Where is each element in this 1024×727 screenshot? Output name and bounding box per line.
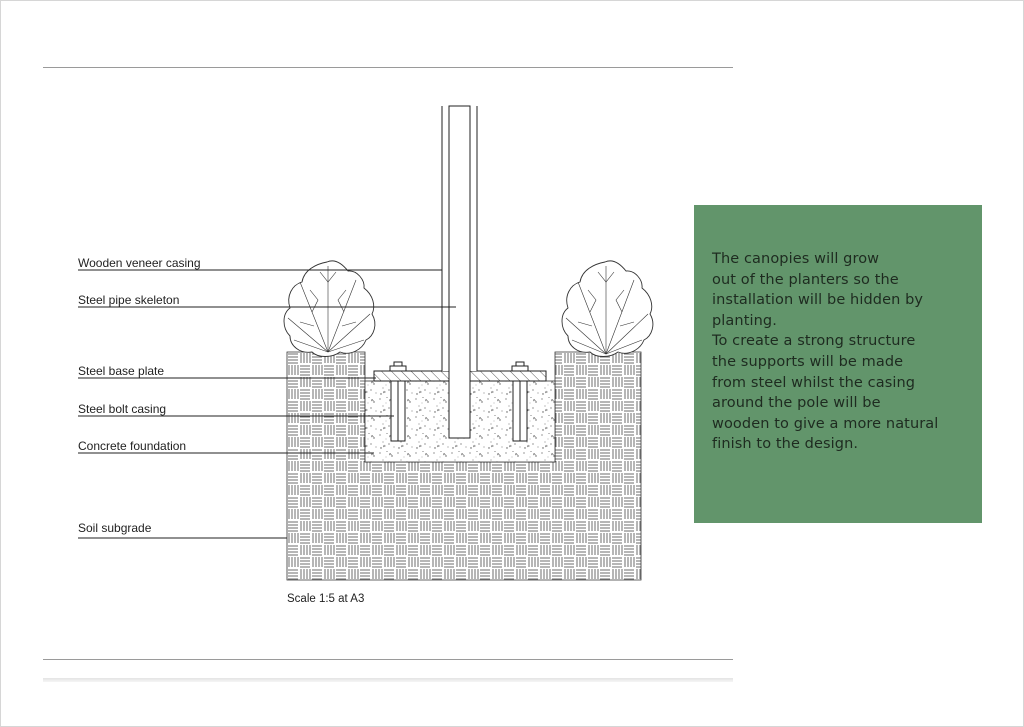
description-line: from steel whilst the casing [712, 374, 916, 391]
description-line: the supports will be made [712, 353, 904, 370]
description-line: installation will be hidden by [712, 292, 924, 309]
label-wooden-veneer-casing: Wooden veneer casing [78, 256, 201, 270]
description-panel [694, 205, 982, 523]
description-line: finish to the design. [712, 436, 859, 453]
label-steel-base-plate: Steel base plate [78, 364, 165, 378]
label-soil-subgrade: Soil subgrade [78, 521, 152, 535]
description-line: The canopies will grow [712, 251, 880, 267]
scale-note: Scale 1:5 at A3 [287, 593, 365, 605]
description-line: around the pole will be [712, 395, 881, 412]
description-line: To create a strong structure [712, 333, 916, 350]
label-concrete-foundation: Concrete foundation [78, 439, 187, 453]
shrub-right [562, 261, 653, 357]
description-line: wooden to give a more natural [712, 415, 939, 432]
label-steel-bolt-casing: Steel bolt casing [78, 402, 167, 416]
description-line: out of the planters so the [712, 271, 899, 288]
label-steel-pipe-skeleton: Steel pipe skeleton [78, 293, 180, 307]
description-text [712, 249, 972, 455]
description-line: planting. [712, 312, 777, 329]
shrub-left [284, 261, 375, 357]
